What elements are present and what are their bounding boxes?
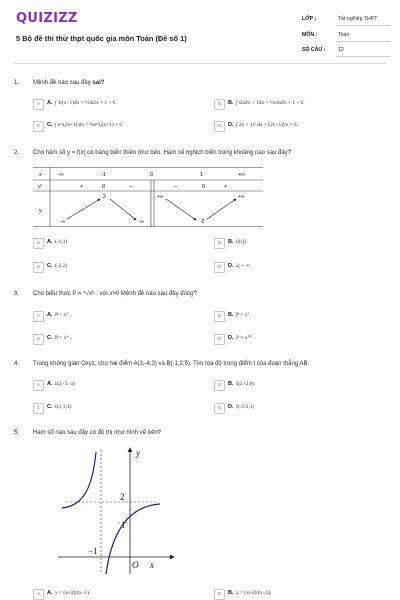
tick-label-2: 2 bbox=[120, 492, 125, 502]
question-number: 2. bbox=[14, 150, 20, 156]
tick-label-neg1: −1 bbox=[88, 546, 98, 556]
option-box[interactable]: A bbox=[33, 238, 44, 249]
arrow-up bbox=[207, 199, 236, 219]
row-label-yprime: y' bbox=[38, 184, 42, 190]
question-number: 1. bbox=[14, 80, 20, 86]
question-number: 5. bbox=[14, 430, 20, 436]
variation-table bbox=[33, 167, 263, 227]
x-axis-label: x bbox=[150, 560, 154, 570]
option-box[interactable]: D bbox=[214, 403, 225, 414]
x-value: 1 bbox=[200, 172, 204, 178]
meta-grade bbox=[302, 14, 390, 26]
option-box[interactable]: C bbox=[33, 121, 44, 132]
question-text: Hàm số nào sau đây có đồ thị như hình vẽ bên? bbox=[33, 430, 162, 436]
arrow-down bbox=[110, 199, 136, 220]
origin-label: O bbox=[132, 560, 139, 570]
option-box[interactable]: C bbox=[33, 403, 44, 414]
option-box[interactable]: D bbox=[214, 262, 225, 273]
question-text: Cho biểu thức P = ⁴√x⁵ , với x>0 Mệnh đề nào sau đây đúng? bbox=[33, 291, 197, 297]
sign: – bbox=[174, 184, 178, 190]
question-number: 4. bbox=[14, 361, 20, 367]
sign: – bbox=[129, 184, 133, 190]
sign: + bbox=[80, 184, 84, 190]
meta-subject-key: MÔN : bbox=[302, 32, 318, 38]
meta-grade-key: LỚP : bbox=[302, 16, 317, 22]
question-text: Trong không gian Oxyz, cho hai điểm A(3;-4;3) và B(-1;2;5). Tìm tọa độ trung điểm I của đoạn thẳng AB. bbox=[33, 361, 310, 367]
sign: 0 bbox=[202, 184, 206, 190]
option-box[interactable]: A bbox=[33, 380, 44, 391]
quiz-page: QUIZIZZ 5 Bộ đề thi thử thpt quốc gia môn Toán (Đề số 1) LỚP : Tốt nghiệp THPT MÔN : Toán SỐ CÂU : 12 1. Mệnh đề nào sau đây sai? A A. ∫ 1/(x−1)dx = ½ln2x + 1 + C B B. ∫ sin2x + 1dx = ½cos2x + 1 + C C C. ∫ e^(2x+1) dx = ½e^(2x+1) + C D D. ∫ 2x + 1)ᵉ dx = (2x+1)ᵉ/e + C. 2. Cho hàm số y = f(x) có bảng biến thiên như bên. Hàm số nghịch biến trong khoảng nào sau đây? x y' y -∞ -1 0 1 +∞ + 0 – – 0 + -∞ 2 -∞ +∞ -2 +∞ A A. (-1;1) B B. (0;1) C C. (-2;2) D D. 2; + ∞ . 3. Cho biểu thức P = ⁴√x⁵ , với x>0 Mệnh đề nào sau đây đúng? A A. P = x⁵ . B B. P = x⁵ . C C. P = x⁹ . D D. P = x²⁰ . 4. Trong không gian Oxyz, cho hai điểm A(3;-4;3) và B(-1;2;5). Tìm tọa độ trung điểm I của đoạn thẳng AB. A A. I(2;-3;-1) B B. I(2;-2;8) C C. I(1;1;4) D D. I(-2;3;1) 5. Hàm số nào sau đây có đồ thị như hình vẽ bên? y x O 2 1 −1 A A. y = (x+2)/(x−1). B B. y = (x+2)/(x+1). bbox=[0, 0, 400, 600]
option-box[interactable]: B bbox=[214, 380, 225, 391]
option-box[interactable]: A bbox=[33, 99, 44, 110]
header-divider bbox=[14, 63, 386, 64]
option-box[interactable]: D bbox=[214, 121, 225, 132]
y-value: -∞ bbox=[139, 219, 145, 225]
option-box[interactable]: C bbox=[33, 334, 44, 345]
y-value: 2 bbox=[103, 194, 106, 200]
variation-table-svg bbox=[33, 167, 263, 227]
y-value: -∞ bbox=[60, 219, 66, 225]
row-label-x: x bbox=[39, 172, 42, 178]
option-box[interactable]: A bbox=[33, 311, 44, 322]
curve-left-branch bbox=[62, 452, 96, 508]
question-emphasis: sai? bbox=[92, 80, 105, 86]
y-value: +∞ bbox=[238, 194, 245, 200]
x-value: +∞ bbox=[238, 172, 246, 178]
x-value: 0 bbox=[150, 172, 154, 178]
quizizz-logo: QUIZIZZ bbox=[16, 11, 78, 26]
meta-count bbox=[302, 45, 390, 57]
row-label-y: y bbox=[39, 208, 42, 214]
meta-subject bbox=[302, 30, 390, 42]
option-box[interactable]: C bbox=[33, 262, 44, 273]
x-value: -∞ bbox=[58, 172, 64, 178]
question-text: Mệnh đề nào sau đây sai? bbox=[33, 80, 105, 86]
y-axis-label: y bbox=[136, 448, 140, 458]
option-box[interactable]: D bbox=[214, 334, 225, 345]
meta-subject-value: Toán bbox=[338, 32, 350, 38]
function-graph bbox=[56, 444, 176, 578]
function-graph-svg bbox=[56, 444, 176, 576]
arrow-down bbox=[166, 199, 196, 220]
sign: 0 bbox=[102, 184, 106, 190]
meta-grade-value: Tốt nghiệp THPT bbox=[338, 16, 378, 22]
option-box[interactable]: B bbox=[214, 99, 225, 110]
page-title: 5 Bộ đề thi thử thpt quốc gia môn Toán (Đề số 1) bbox=[16, 34, 187, 43]
y-value: -2 bbox=[200, 219, 205, 225]
tick-label-1: 1 bbox=[121, 520, 126, 530]
sign: + bbox=[224, 184, 228, 190]
y-value: +∞ bbox=[157, 194, 164, 200]
meta-count-key: SỐ CÂU : bbox=[302, 47, 326, 53]
arrow-up bbox=[67, 199, 100, 219]
question-text: Cho hàm số y = f(x) có bảng biến thiên như bên. Hàm số nghịch biến trong khoảng nào sau đây? bbox=[33, 150, 292, 156]
option-box[interactable]: B bbox=[214, 311, 225, 322]
x-value: -1 bbox=[101, 172, 106, 178]
option-box[interactable]: B bbox=[214, 589, 225, 600]
option-box[interactable]: B bbox=[214, 238, 225, 249]
question-number: 3. bbox=[14, 291, 20, 297]
meta-count-value: 12 bbox=[338, 47, 344, 53]
option-box[interactable]: A bbox=[33, 589, 44, 600]
